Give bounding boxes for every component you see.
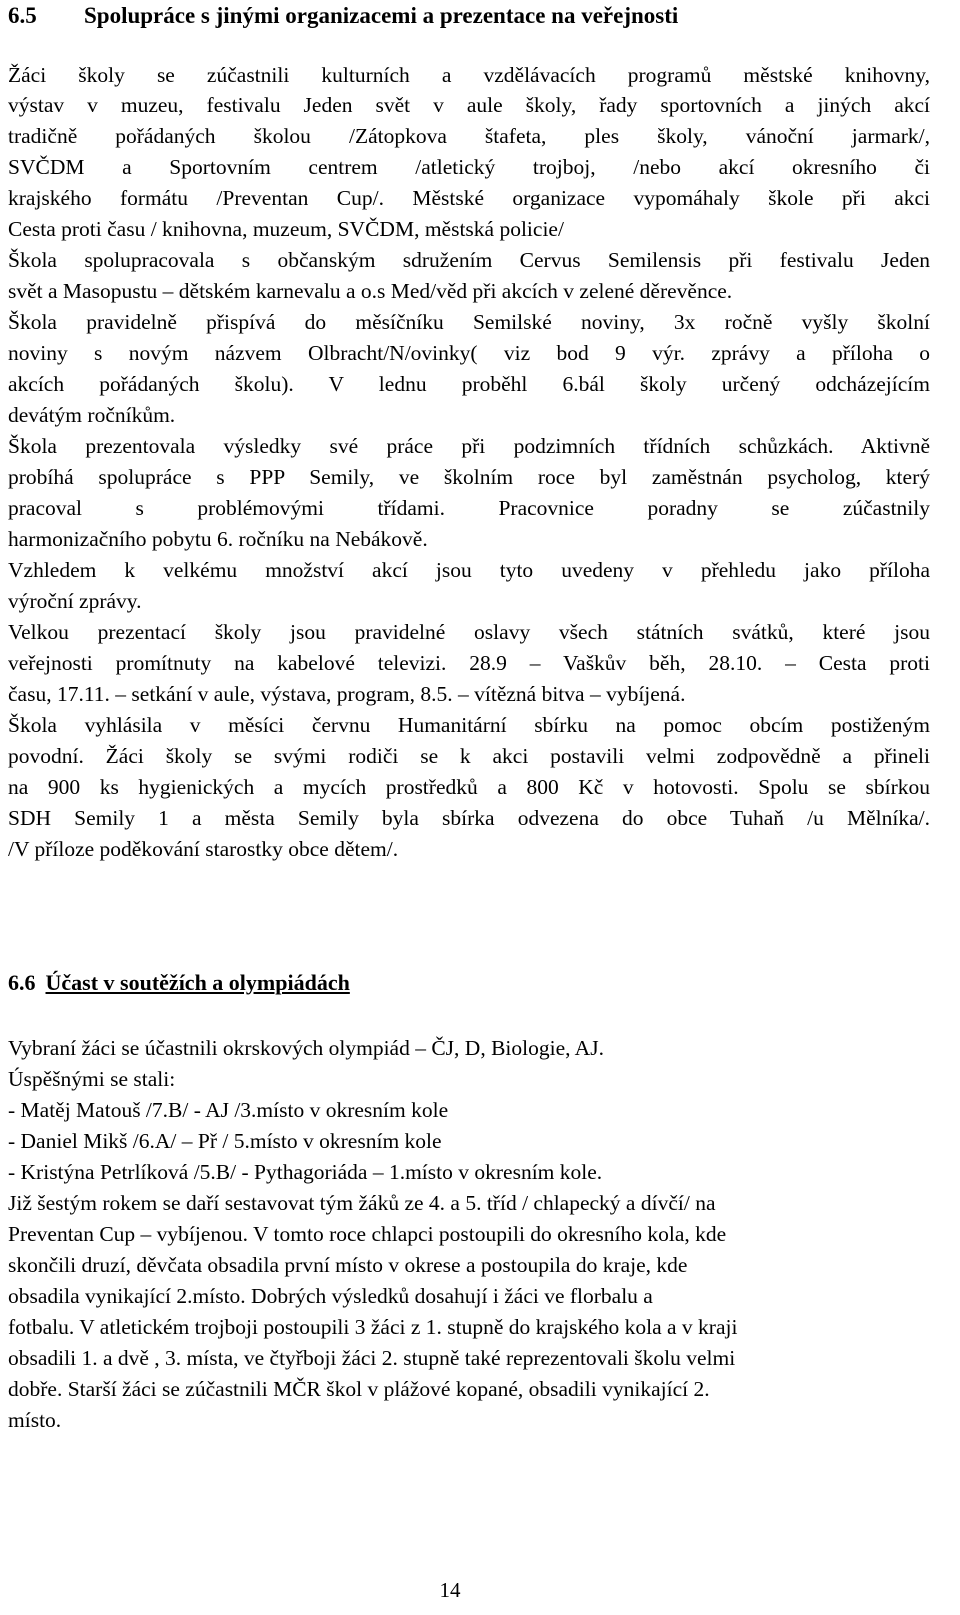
- text-line: - Daniel Mikš /6.A/ – Př / 5.místo v okresním kole: [8, 1129, 442, 1153]
- text-line: SDH Semily 1 a města Semily byla sbírka odvezena do obce Tuhaň /u Mělníka/.: [8, 806, 930, 830]
- text-line: harmonizačního pobytu 6. ročníku na Nebákově.: [8, 527, 428, 551]
- text-line: Škola prezentovala výsledky své práce při podzimních třídních schůzkách. Aktivně: [8, 434, 930, 458]
- text-line: obsadili 1. a dvě , 3. místa, ve čtyřboji žáci 2. stupně také reprezentovali školu velmi: [8, 1346, 736, 1370]
- text-line: Vybraní žáci se účastnili okrskových olympiád – ČJ, D, Biologie, AJ.: [8, 1036, 604, 1060]
- text-line: tradičně pořádaných školou /Zátopkova štafeta, ples školy, vánoční jarmark/,: [8, 124, 930, 148]
- text-line: noviny s novým názvem Olbracht/N/ovinky( viz bod 9 výr. zprávy a příloha o: [8, 341, 930, 365]
- page-number: 14: [439, 1578, 461, 1602]
- text-line: - Matěj Matouš /7.B/ - AJ /3.místo v okresním kole: [8, 1098, 449, 1122]
- text-line: výroční zprávy.: [8, 589, 142, 613]
- text-line: Škola spolupracovala s občanským sdružením Cervus Semilensis při festivalu Jeden: [8, 248, 930, 272]
- text-line: Již šestým rokem se daří sestavovat tým žáků ze 4. a 5. tříd / chlapecký a dívčí/ na: [8, 1191, 716, 1215]
- text-line: na 900 ks hygienických a mycích prostředků a 800 Kč v hotovosti. Spolu se sbírkou: [8, 775, 930, 799]
- section-heading-6-5: [8, 3, 678, 29]
- text-line: svět a Masopustu – dětském karnevalu a o.s Med/věd při akcích v zelené děrevěnce.: [8, 279, 733, 303]
- text-line: povodní. Žáci školy se svými rodiči se k akci postavili velmi zodpovědně a přineli: [8, 744, 930, 768]
- section-title: Spolupráce s jinými organizacemi a prezentace na veřejnosti: [84, 3, 679, 28]
- text-line: výstav v muzeu, festivalu Jeden svět v aule školy, řady sportovních a jiných akcí: [8, 93, 930, 117]
- text-line: Škola vyhlásila v měsíci červnu Humanitární sbírku na pomoc obcím postiženým: [8, 713, 930, 737]
- text-line: SVČDM a Sportovním centrem /atletický trojboj, /nebo akcí okresního či: [8, 155, 930, 179]
- text-line: pracoval s problémovými třídami. Pracovnice poradny se zúčastnily: [8, 496, 930, 520]
- section-title: Účast v soutěžích a olympiádách: [45, 970, 350, 995]
- text-line: Škola pravidelně přispívá do měsíčníku Semilské noviny, 3x ročně vyšly školní: [8, 310, 930, 334]
- text-line: dobře. Starší žáci se zúčastnili MČR škol v plážové kopané, obsadili vynikající 2.: [8, 1377, 710, 1401]
- text-line: Úspěšnými se stali:: [8, 1067, 176, 1091]
- text-line: veřejnosti promítnuty na kabelové televizi. 28.9 – Vaškův běh, 28.10. – Cesta proti: [8, 651, 930, 675]
- text-line: skončili druzí, děvčata obsadila první místo v okrese a postoupila do kraje, kde: [8, 1253, 688, 1277]
- text-line: devátým ročníkům.: [8, 403, 176, 427]
- text-line: místo.: [8, 1408, 62, 1432]
- text-line: Preventan Cup – vybíjenou. V tomto roce chlapci postoupili do okresního kola, kde: [8, 1222, 727, 1246]
- text-line: Žáci školy se zúčastnili kulturních a vzdělávacích programů městské knihovny,: [8, 63, 930, 87]
- text-line: - Kristýna Petrlíková /5.B/ - Pythagoriáda – 1.místo v okresním kole.: [8, 1160, 603, 1184]
- text-line: Vzhledem k velkému množství akcí jsou tyto uvedeny v přehledu jako příloha: [8, 558, 930, 582]
- section-number: 6.6: [8, 970, 36, 995]
- text-line: obsadila vynikající 2.místo. Dobrých výsledků dosahují i žáci ve florbalu a: [8, 1284, 653, 1308]
- text-line: krajského formátu /Preventan Cup/. Městské organizace vypomáhaly škole při akci: [8, 186, 930, 210]
- text-line: fotbalu. V atletickém trojboji postoupili 3 žáci z 1. stupně do krajského kola a v kraji: [8, 1315, 738, 1339]
- section-heading-6-6: [8, 970, 350, 996]
- text-line: Velkou prezentací školy jsou pravidelné oslavy všech státních svátků, které jsou: [8, 620, 930, 644]
- text-line: /V příloze poděkování starostky obce dětem/.: [8, 837, 399, 861]
- section-number: 6.5: [8, 3, 37, 28]
- text-line: akcích pořádaných školu). V lednu proběhl 6.bál školy určený odcházejícím: [8, 372, 930, 396]
- text-line: probíhá spolupráce s PPP Semily, ve školním roce byl zaměstnán psycholog, který: [8, 465, 930, 489]
- text-line: Cesta proti času / knihovna, muzeum, SVČDM, městská policie/: [8, 217, 564, 241]
- text-line: času, 17.11. – setkání v aule, výstava, program, 8.5. – vítězná bitva – vybíjená.: [8, 682, 686, 706]
